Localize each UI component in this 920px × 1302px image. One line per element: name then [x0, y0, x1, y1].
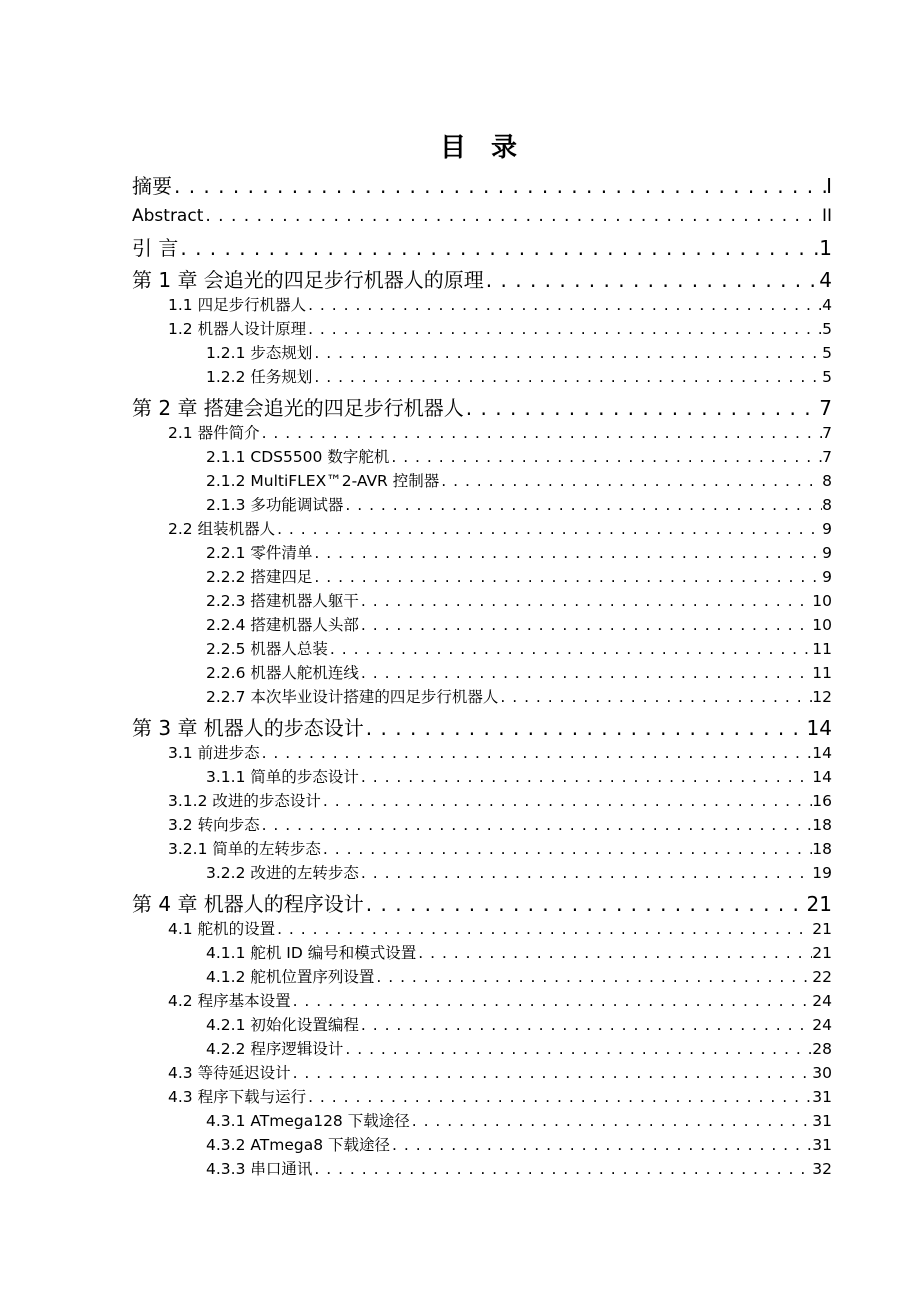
toc-entry[interactable]: [132, 234, 832, 262]
toc-entry-page: 4: [819, 268, 832, 292]
toc-entry-page: 14: [806, 716, 832, 740]
toc-leader-dots: [498, 686, 812, 708]
toc-entry-page: 7: [822, 424, 832, 442]
toc-leader-dots: [359, 862, 812, 884]
toc-entry[interactable]: [206, 542, 832, 564]
toc-entry[interactable]: [206, 1014, 832, 1036]
toc-leader-dots: [359, 1014, 812, 1036]
toc-entry-label: 1.2.1 步态规划: [206, 344, 313, 362]
toc-entry[interactable]: [168, 294, 832, 316]
toc-entry[interactable]: [206, 494, 832, 516]
toc-entry[interactable]: [206, 966, 832, 988]
toc-entry[interactable]: [206, 566, 832, 588]
toc-entry-label: 2.2.2 搭建四足: [206, 568, 313, 586]
toc-entry-label: 第 4 章 机器人的程序设计: [132, 892, 364, 916]
toc-entry-label: 2.1 器件简介: [168, 424, 260, 442]
toc-leader-dots: [343, 1038, 812, 1060]
toc-entry-page: 21: [806, 892, 832, 916]
toc-entry-page: 19: [812, 864, 832, 882]
toc-entry-label: 4.3.1 ATmega128 下载途径: [206, 1112, 410, 1130]
toc-entry-label: 2.2.3 搭建机器人躯干: [206, 592, 359, 610]
toc-entry[interactable]: [168, 790, 832, 812]
toc-entry-page: I: [826, 174, 832, 198]
toc-leader-dots: [364, 714, 807, 742]
toc-entry-label: 第 1 章 会追光的四足步行机器人的原理: [132, 268, 484, 292]
toc-entry[interactable]: [168, 814, 832, 836]
toc-entry-page: 18: [812, 816, 832, 834]
toc-entry-page: 14: [812, 744, 832, 762]
toc-entry-page: 11: [812, 664, 832, 682]
toc-entry-page: 8: [822, 496, 832, 514]
toc-entry-label: 3.2.2 改进的左转步态: [206, 864, 359, 882]
toc-leader-dots: [343, 494, 822, 516]
toc-entry-page: 1: [819, 236, 832, 260]
toc-entry-label: 4.3 等待延迟设计: [168, 1064, 291, 1082]
toc-entry[interactable]: [206, 638, 832, 660]
toc-leader-dots: [312, 542, 822, 564]
toc-entry-label: 4.3.3 串口通讯: [206, 1160, 313, 1178]
toc-entry[interactable]: [206, 1110, 832, 1132]
toc-entry-label: 3.2 转向步态: [168, 816, 260, 834]
toc-entry[interactable]: [168, 518, 832, 540]
toc-leader-dots: [410, 1110, 813, 1132]
toc-leader-dots: [172, 172, 826, 200]
toc-leader-dots: [359, 590, 812, 612]
toc-leader-dots: [203, 202, 822, 230]
toc-entry-page: II: [821, 206, 832, 226]
toc-entry[interactable]: [206, 942, 832, 964]
toc-entry-page: 5: [822, 344, 832, 362]
toc-entry-page: 7: [822, 448, 832, 466]
toc-entry[interactable]: [132, 714, 832, 742]
toc-leader-dots: [275, 918, 812, 940]
toc-leader-dots: [291, 1062, 813, 1084]
toc-leader-dots: [312, 1158, 812, 1180]
toc-entry-label: 摘要: [132, 174, 172, 198]
toc-entry[interactable]: [206, 862, 832, 884]
toc-entry[interactable]: [132, 394, 832, 422]
toc-entry-page: 12: [812, 688, 832, 706]
toc-leader-dots: [464, 394, 819, 422]
toc-entry-page: 30: [812, 1064, 832, 1082]
toc-entry-page: 10: [812, 616, 832, 634]
toc-entry-page: 31: [812, 1136, 832, 1154]
toc-entry[interactable]: [132, 266, 832, 294]
toc-entry-page: 18: [812, 840, 832, 858]
toc-leader-dots: [312, 342, 822, 364]
toc-entry[interactable]: [168, 990, 832, 1012]
toc-entry[interactable]: [168, 742, 832, 764]
toc-entry-label: 2.1.1 CDS5500 数字舵机: [206, 448, 390, 466]
toc-entry-label: 引 言: [132, 236, 179, 260]
toc-entry-page: 7: [819, 396, 832, 420]
toc-entry[interactable]: [132, 890, 832, 918]
toc-entry[interactable]: [168, 1086, 832, 1108]
toc-entry-label: 4.3.2 ATmega8 下载途径: [206, 1136, 390, 1154]
toc-entry-label: 3.2.1 简单的左转步态: [168, 840, 321, 858]
toc-entry-label: 3.1.2 改进的步态设计: [168, 792, 321, 810]
toc-leader-dots: [312, 366, 822, 388]
toc-leader-dots: [260, 422, 823, 444]
toc-leader-dots: [260, 814, 813, 836]
toc-leader-dots: [291, 990, 813, 1012]
toc-entry-page: 9: [822, 520, 832, 538]
toc-entry-label: 4.1.2 舵机位置序列设置: [206, 968, 375, 986]
toc-entry-label: 4.1.1 舵机 ID 编号和模式设置: [206, 944, 417, 962]
toc-entry-label: 3.1 前进步态: [168, 744, 260, 762]
toc-entry-label: 1.2 机器人设计原理: [168, 320, 307, 338]
toc-leader-dots: [359, 766, 812, 788]
toc-entry-label: 4.1 舵机的设置: [168, 920, 276, 938]
toc-entry-page: 24: [812, 992, 832, 1010]
toc-entry[interactable]: [206, 766, 832, 788]
toc-entry-label: 2.2.5 机器人总装: [206, 640, 328, 658]
toc-entry-page: 32: [812, 1160, 832, 1178]
toc-entry-label: 第 3 章 机器人的步态设计: [132, 716, 364, 740]
toc-entry-label: 4.3 程序下载与运行: [168, 1088, 307, 1106]
toc-entry-page: 5: [822, 368, 832, 386]
toc-entry[interactable]: [206, 342, 832, 364]
toc-entry-label: 2.2.4 搭建机器人头部: [206, 616, 359, 634]
toc-leader-dots: [312, 566, 822, 588]
toc-entry[interactable]: [168, 422, 832, 444]
toc-entry-label: 3.1.1 简单的步态设计: [206, 768, 359, 786]
toc-leader-dots: [484, 266, 819, 294]
toc-entry-page: 9: [822, 568, 832, 586]
toc-entry[interactable]: [206, 590, 832, 612]
toc-entry-label: 2.2.7 本次毕业设计搭建的四足步行机器人: [206, 688, 499, 706]
toc-leader-dots: [390, 1134, 812, 1156]
toc-leader-dots: [328, 638, 812, 660]
toc-title: 目 录: [439, 133, 526, 163]
toc-entry-page: 16: [812, 792, 832, 810]
toc-entry[interactable]: [206, 614, 832, 636]
toc-leader-dots: [306, 294, 822, 316]
toc-leader-dots: [359, 614, 812, 636]
toc-entry-label: 4.2.2 程序逻辑设计: [206, 1040, 344, 1058]
toc-entry[interactable]: [168, 318, 832, 340]
toc-entry-label: Abstract: [132, 206, 204, 226]
toc-entry-label: 2.2.1 零件清单: [206, 544, 313, 562]
toc-entry-page: 8: [822, 472, 832, 490]
toc-entry-page: 22: [812, 968, 832, 986]
toc-entry[interactable]: [206, 470, 832, 492]
toc-entry[interactable]: [206, 662, 832, 684]
toc-entry-page: 5: [822, 320, 832, 338]
toc-entry-page: 9: [822, 544, 832, 562]
toc-leader-dots: [439, 470, 822, 492]
toc-entry-label: 1.2.2 任务规划: [206, 368, 313, 386]
toc-entry-page: 14: [812, 768, 832, 786]
toc-leader-dots: [321, 838, 812, 860]
toc-entry[interactable]: [132, 172, 832, 200]
toc-entry-label: 4.2 程序基本设置: [168, 992, 291, 1010]
toc-leader-dots: [260, 742, 813, 764]
toc-entry-label: 第 2 章 搭建会追光的四足步行机器人: [132, 396, 464, 420]
toc-entry[interactable]: [206, 1038, 832, 1060]
toc-entry-label: 2.2.6 机器人舵机连线: [206, 664, 359, 682]
toc-entry[interactable]: [206, 1134, 832, 1156]
toc-leader-dots: [364, 890, 807, 918]
toc-leader-dots: [389, 446, 822, 468]
toc-leader-dots: [306, 318, 822, 340]
toc-entry[interactable]: [206, 446, 832, 468]
toc-leader-dots: [178, 234, 819, 262]
toc-entry-label: 2.2 组装机器人: [168, 520, 276, 538]
toc-entry-page: 28: [812, 1040, 832, 1058]
toc-entry-page: 4: [822, 296, 832, 314]
toc-entry[interactable]: [168, 918, 832, 940]
toc-entry-page: 21: [812, 944, 832, 962]
toc-leader-dots: [321, 790, 812, 812]
toc-entry-page: 24: [812, 1016, 832, 1034]
toc-entry-label: 4.2.1 初始化设置编程: [206, 1016, 359, 1034]
toc-leader-dots: [275, 518, 822, 540]
toc-leader-dots: [306, 1086, 812, 1108]
toc-entry[interactable]: [206, 1158, 832, 1180]
toc-entry-label: 2.1.2 MultiFLEX™2-AVR 控制器: [206, 472, 440, 490]
toc-leader-dots: [416, 942, 812, 964]
toc-leader-dots: [359, 662, 812, 684]
toc-entry-page: 11: [812, 640, 832, 658]
toc-entry-page: 31: [812, 1112, 832, 1130]
toc-entry[interactable]: [132, 202, 832, 230]
toc-entry[interactable]: [168, 1062, 832, 1084]
toc-entry-page: 10: [812, 592, 832, 610]
toc-entry[interactable]: [206, 686, 832, 708]
toc-leader-dots: [374, 966, 812, 988]
toc-entry-label: 2.1.3 多功能调试器: [206, 496, 344, 514]
toc-entry[interactable]: [206, 366, 832, 388]
toc-entry[interactable]: [168, 838, 832, 860]
toc-entry-page: 31: [812, 1088, 832, 1106]
toc-entry-page: 21: [812, 920, 832, 938]
toc-entry-label: 1.1 四足步行机器人: [168, 296, 307, 314]
